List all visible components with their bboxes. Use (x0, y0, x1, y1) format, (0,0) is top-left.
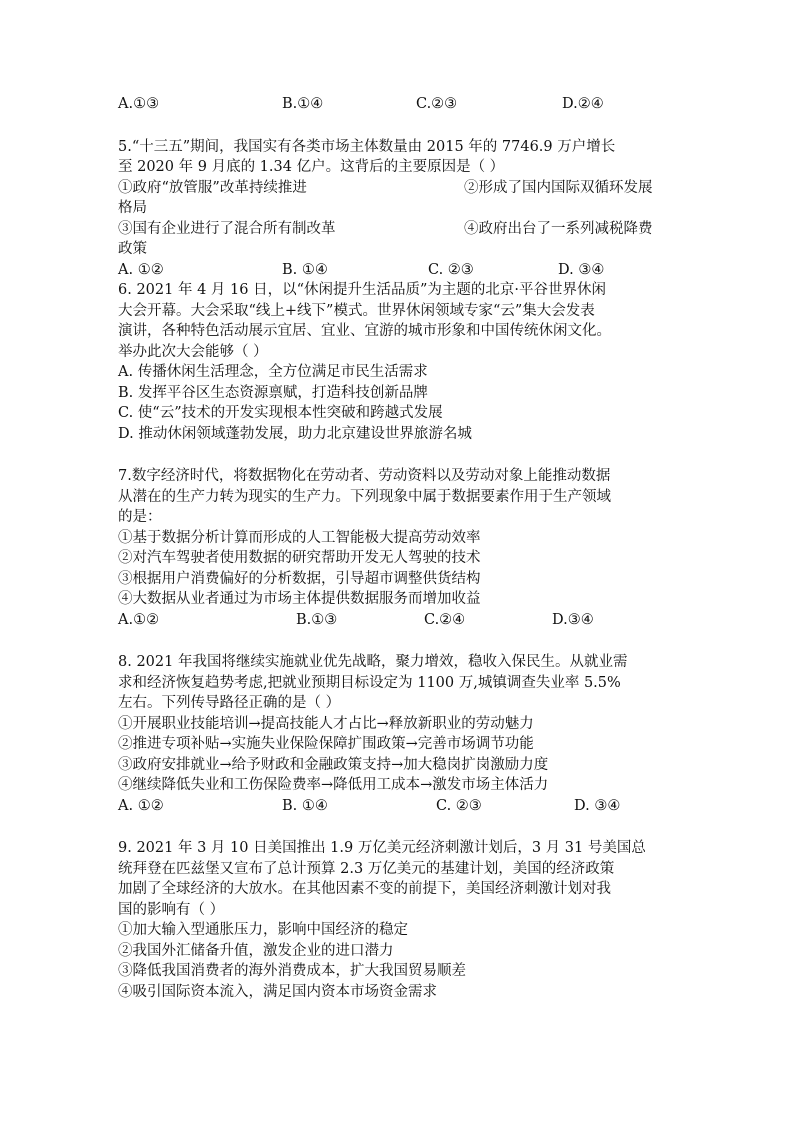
q4-option-b[interactable]: B.①④ (282, 96, 324, 112)
q5-stem-line-1: 5.“十三五”期间，我国实有各类市场主体数量由 2015 年的 7746.9 万户增长 (118, 138, 616, 155)
q4-option-a[interactable]: A.①③ (118, 96, 160, 112)
q8-choice-3: ③政府安排就业→给予财政和金融政策支持→加大稳岗扩岗激励力度 (118, 756, 549, 773)
q6-stem-line-1: 6. 2021 年 4 月 16 日，以“休闲提升生活品质”为主题的北京·平谷世界休闲 (118, 282, 606, 298)
q5-choice-1: ①政府“放管服”改革持续推进 (118, 179, 307, 196)
q8-stem-line-3: 左右。下列传导路径正确的是（ ） (118, 695, 341, 711)
q6-choice-c[interactable]: C. 使“云”技术的开发实现根本性突破和跨越式发展 (118, 405, 443, 421)
exam-content (118, 94, 678, 1002)
q7-stem-line-3: 的是： (118, 509, 162, 525)
q8-choice-1: ①开展职业技能培训→提高技能人才占比→释放新职业的劳动魅力 (118, 715, 534, 732)
q8-option-b[interactable]: B. ①④ (282, 797, 328, 814)
q8-option-a[interactable]: A. ①② (118, 797, 164, 814)
q7-stem-line-1: 7.数字经济时代，将数据物化在劳动者、劳动资料以及劳动对象上能推动数据 (118, 468, 611, 484)
q6-stem-line-2: 大会开幕。大会采取“线上+线下”模式。世界休闲领域专家“云”集大会发表 (118, 302, 595, 319)
q5-choice-2: ②形成了国内国际双循环发展 (464, 179, 653, 196)
q5-choices-row-1 (118, 178, 678, 199)
q9-choice-1: ①加大输入型通胀压力，影响中国经济的稳定 (118, 922, 408, 938)
q7-option-a[interactable]: A.①② (118, 611, 160, 628)
q9-stem-line-3: 加剧了全球经济的大放水。在其他因素不变的前提下，美国经济刺激计划对我 (118, 881, 611, 897)
q7-options (118, 610, 678, 631)
q9-choice-4: ④吸引国际资本流入，满足国内资本市场资金需求 (118, 983, 437, 1000)
q5-options (118, 260, 678, 281)
q6-stem-line-3: 演讲，各种特色活动展示宜居、宜业、宜游的城市形象和中国传统休闲文化。 (118, 323, 611, 339)
q9-stem-line-2: 统拜登在匹兹堡又宣布了总计预算 2.3 万亿美元的基建计划，美国的经济政策 (118, 860, 615, 877)
q8-choice-4: ④继续降低失业和工伤保险费率→降低用工成本→激发市场主体活力 (118, 777, 549, 793)
q5-choice-4-wrap: 政策 (118, 241, 147, 257)
q8-stem-line-1: 8. 2021 年我国将继续实施就业优先战略，聚力增效，稳收入保民生。从就业需 (118, 654, 628, 670)
q9-choice-2: ②我国外汇储备升值，激发企业的进口潜力 (118, 942, 394, 959)
q7-choice-3: ③根据用户消费偏好的分析数据，引导超市调整供货结构 (118, 570, 481, 587)
q5-option-a[interactable]: A. ①② (118, 261, 164, 278)
q5-choices-row-2 (118, 219, 678, 240)
q7-option-c[interactable]: C.②④ (424, 611, 466, 628)
q8-option-d[interactable]: D. ③④ (574, 797, 621, 814)
q7-choice-1: ①基于数据分析计算而形成的人工智能极大提高劳动效率 (118, 529, 481, 546)
q8-stem-line-2: 求和经济恢复趋势考虑,把就业预期目标设定为 1100 万,城镇调查失业率 5.5% (118, 674, 621, 691)
q5-choice-4: ④政府出台了一系列减税降费 (464, 220, 653, 237)
q7-choice-4: ④大数据从业者通过为市场主体提供数据服务而增加收益 (118, 591, 481, 607)
q5-option-d[interactable]: D. ③④ (558, 261, 605, 278)
q9-stem-line-1: 9. 2021 年 3 月 10 日美国推出 1.9 万亿美元经济刺激计划后，3 月 31 号美国总 (118, 840, 646, 856)
q6-choice-d[interactable]: D. 推动休闲领域蓬勃发展，助力北京建设世界旅游名城 (118, 425, 472, 442)
q4-option-d[interactable]: D.②④ (562, 96, 604, 112)
q4-option-c[interactable]: C.②③ (416, 96, 458, 112)
q9-stem-line-4: 国的影响有（ ） (118, 901, 225, 918)
q9-choice-3: ③降低我国消费者的海外消费成本，扩大我国贸易顺差 (118, 963, 466, 979)
q5-option-c[interactable]: C. ②③ (428, 261, 474, 278)
q8-option-c[interactable]: C. ②③ (436, 797, 482, 814)
q6-choice-b[interactable]: B. 发挥平谷区生态资源禀赋，打造科技创新品牌 (118, 384, 428, 401)
q7-stem-line-2: 从潜在的生产力转为现实的生产力。下列现象中属于数据要素作用于生产领域 (118, 488, 611, 505)
q5-stem-line-2: 至 2020 年 9 月底的 1.34 亿户。这背后的主要原因是（ ） (118, 159, 505, 175)
q8-choice-2: ②推进专项补贴→实施失业保险保障扩围政策→完善市场调节功能 (118, 736, 534, 752)
q8-options (118, 796, 678, 817)
q7-option-b[interactable]: B.①③ (296, 611, 338, 628)
q5-choice-3: ③国有企业进行了混合所有制改革 (118, 220, 336, 237)
q5-option-b[interactable]: B. ①④ (282, 261, 328, 278)
q5-choice-2-wrap: 格局 (118, 200, 147, 216)
q6-choice-a[interactable]: A. 传播休闲生活理念，全方位满足市民生活需求 (118, 364, 428, 380)
q7-option-d[interactable]: D.③④ (552, 611, 594, 628)
q7-choice-2: ②对汽车驾驶者使用数据的研究帮助开发无人驾驶的技术 (118, 550, 481, 566)
q4-options (118, 94, 678, 115)
q6-stem-line-4: 举办此次大会能够（ ） (118, 343, 268, 360)
